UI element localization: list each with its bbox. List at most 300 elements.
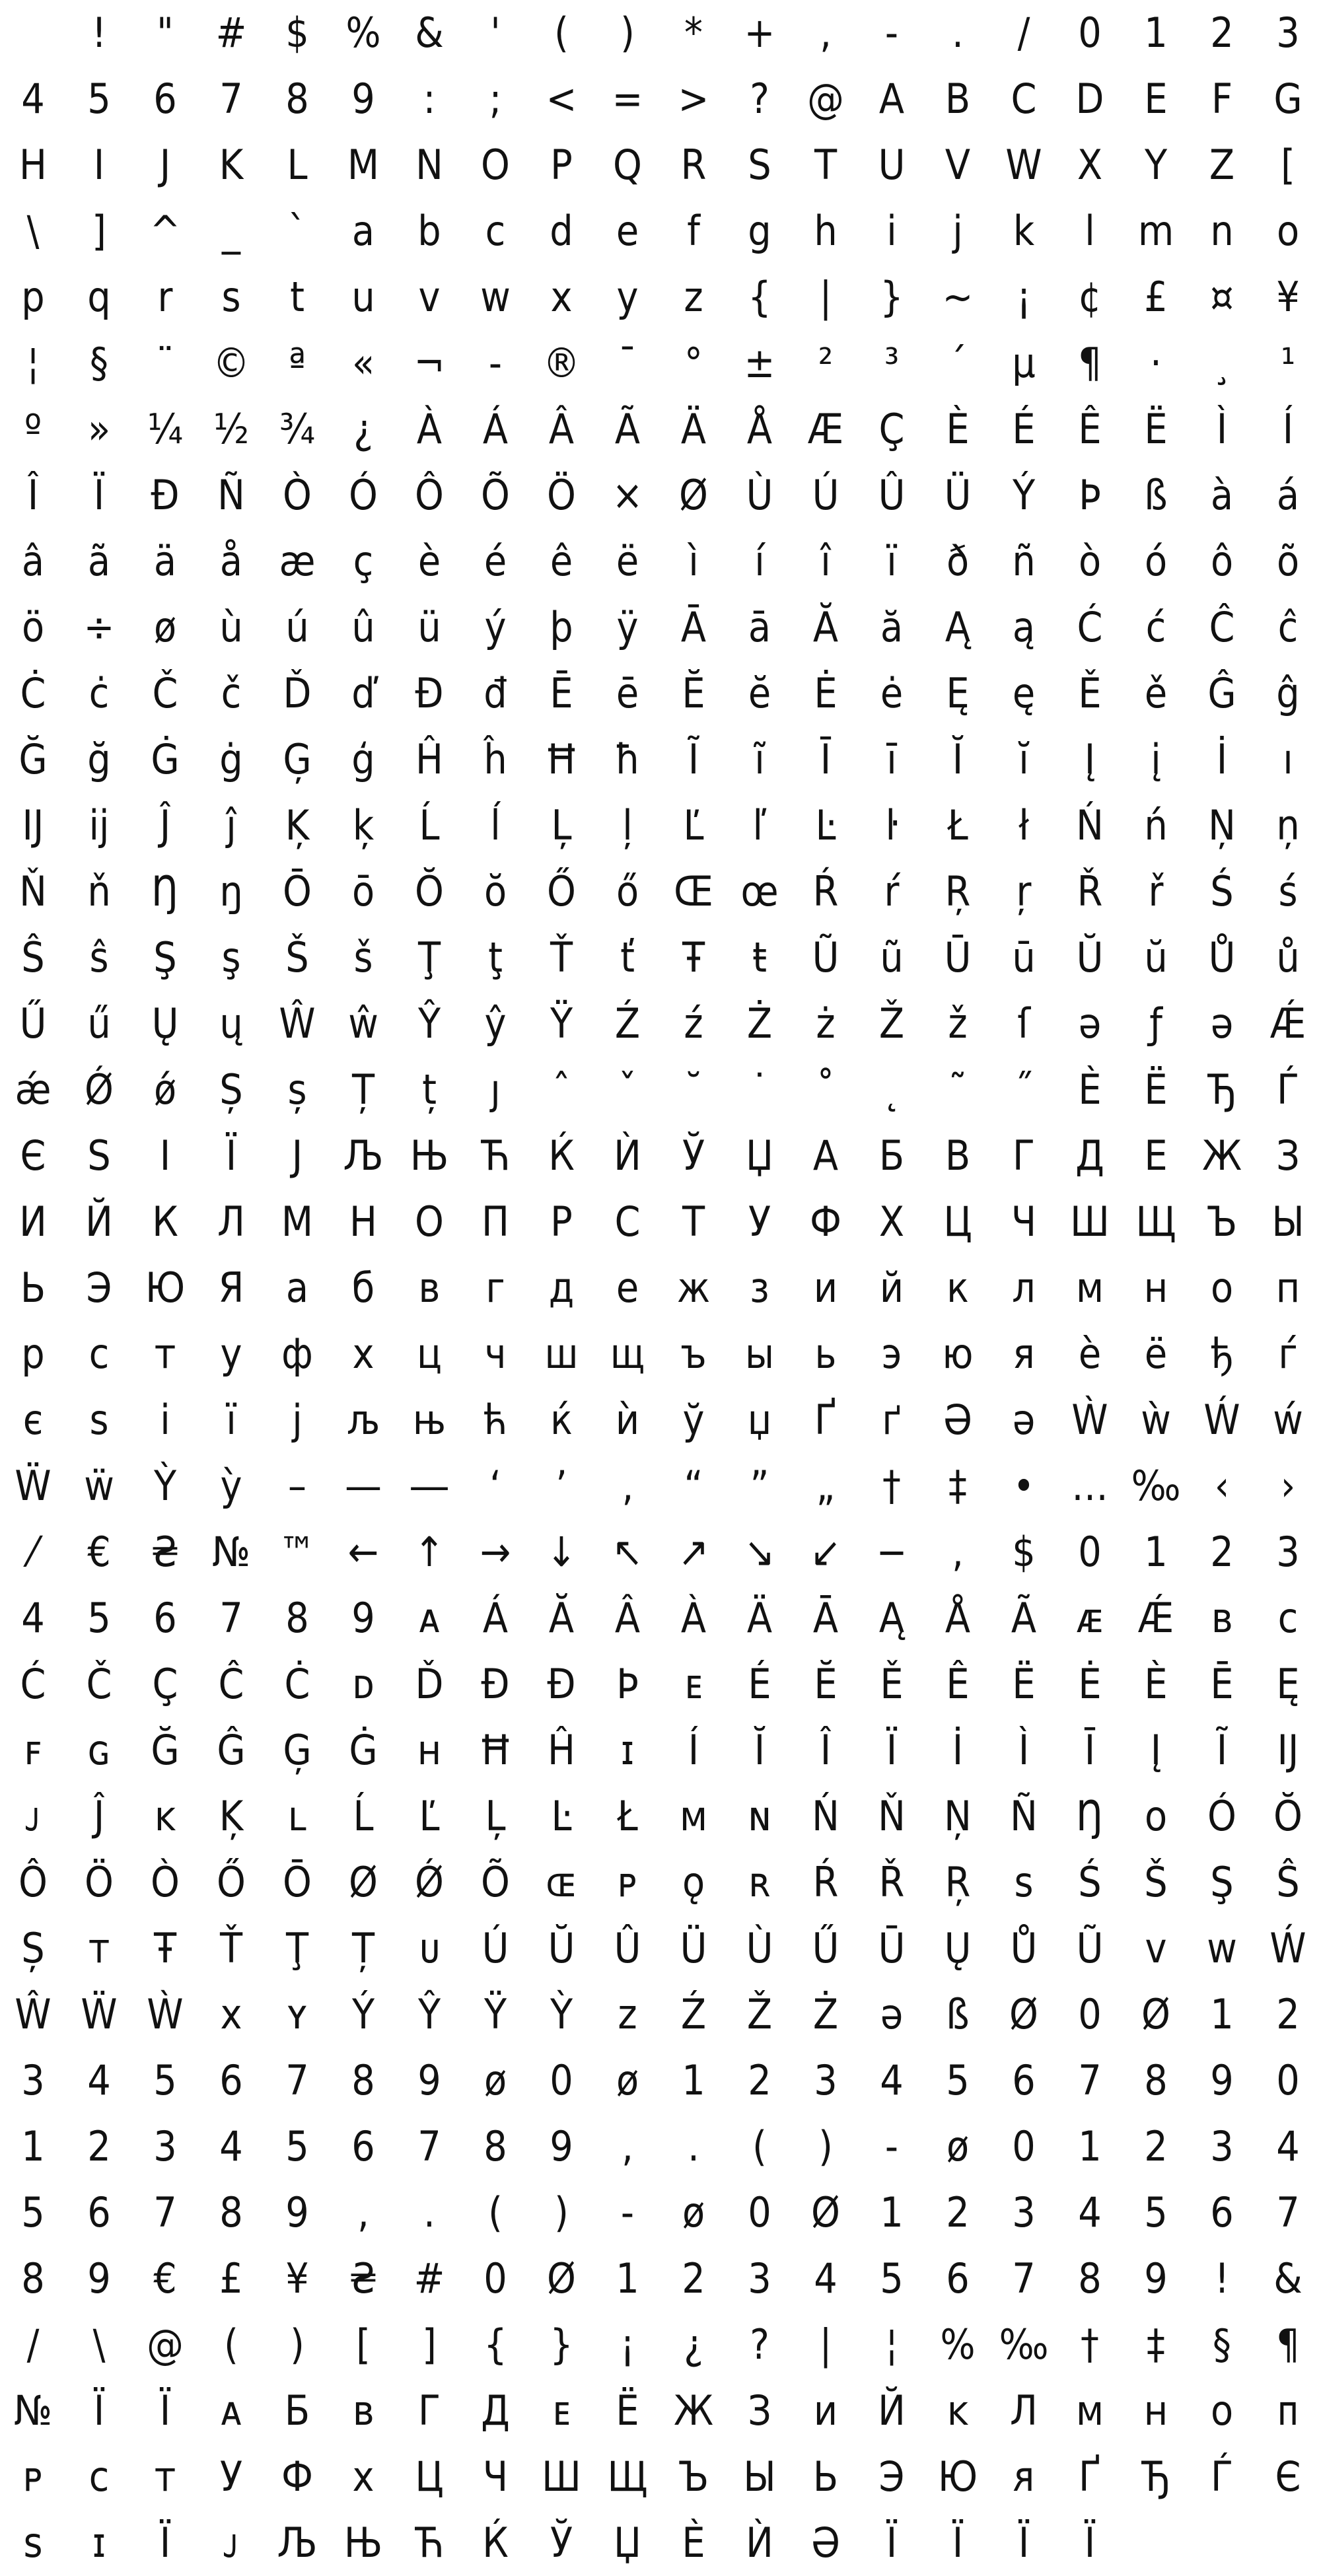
glyph-cell: Д xyxy=(481,2386,510,2435)
glyph-cell: ø xyxy=(946,2122,970,2170)
glyph-cell: ) xyxy=(620,9,635,57)
glyph-cell: Ŋ xyxy=(151,867,179,915)
glyph-cell: ū xyxy=(1012,933,1036,982)
glyph-cell: í xyxy=(754,537,765,585)
glyph-cell: Ų xyxy=(151,999,179,1048)
glyph-cell: _ xyxy=(222,207,240,255)
glyph-cell: 3 xyxy=(748,2254,771,2303)
glyph-cell: Ņ xyxy=(944,1792,972,1840)
glyph-cell: Ù xyxy=(746,471,773,519)
glyph-cell: Ċ xyxy=(284,1660,310,1708)
glyph-cell: т xyxy=(154,1330,176,1378)
glyph-cell: 4 xyxy=(1078,2188,1102,2236)
glyph-cell: Ї xyxy=(225,1131,237,1180)
glyph-cell: Ŵ xyxy=(15,1990,52,2038)
glyph-cell: б xyxy=(351,1264,375,1312)
glyph-cell: Ł xyxy=(947,801,968,849)
glyph-cell: ә xyxy=(1012,1396,1036,1444)
glyph-cell: Ċ xyxy=(20,669,46,717)
glyph-cell: ā xyxy=(748,603,771,651)
glyph-cell: Ń xyxy=(812,1792,839,1840)
glyph-cell: • xyxy=(1013,1462,1035,1510)
glyph-row xyxy=(0,1057,1321,1123)
glyph-cell: ᴄ xyxy=(89,2452,110,2501)
glyph-cell: г xyxy=(485,1264,505,1312)
glyph-cell: Ẅ xyxy=(15,1462,52,1510)
glyph-cell: Ş xyxy=(1210,1858,1234,1906)
glyph-cell: є xyxy=(22,1396,44,1444)
glyph-cell: л xyxy=(1012,1264,1036,1312)
glyph-cell: 0 xyxy=(1276,2056,1300,2104)
glyph-cell: 0 xyxy=(1078,9,1102,57)
glyph-cell: Į xyxy=(1084,735,1096,783)
glyph-cell: Ё xyxy=(616,2386,639,2435)
glyph-cell: İ xyxy=(952,1726,964,1774)
glyph-cell: è xyxy=(417,537,441,585)
glyph-cell: ꜱ xyxy=(1014,1858,1034,1906)
glyph-cell: д xyxy=(548,1264,575,1312)
glyph-cell: Ә xyxy=(943,1396,972,1444)
glyph-cell: p xyxy=(21,273,45,321)
glyph-cell: 6 xyxy=(153,1594,177,1642)
glyph-cell: ᴡ xyxy=(1207,1924,1237,1972)
glyph-cell: Г xyxy=(1012,1131,1036,1180)
glyph-cell: ª xyxy=(288,339,306,387)
glyph-cell: ‡ xyxy=(1147,2320,1165,2369)
glyph-cell: 1 xyxy=(1144,9,1168,57)
glyph-cell: ® xyxy=(543,339,580,387)
glyph-cell: ‡ xyxy=(948,1462,967,1510)
glyph-row xyxy=(0,1189,1321,1255)
glyph-cell: ø xyxy=(682,2188,705,2236)
glyph-cell: 1 xyxy=(21,2122,45,2170)
glyph-cell: Į xyxy=(1150,1726,1162,1774)
glyph-cell: ŵ xyxy=(348,999,378,1048)
glyph-cell: | xyxy=(819,273,832,321)
glyph-cell: C xyxy=(1011,75,1037,123)
glyph-cell: Ђ xyxy=(1207,1065,1236,1114)
glyph-cell: Ĳ xyxy=(1277,1726,1299,1774)
glyph-row xyxy=(0,2048,1321,2114)
glyph-cell: f xyxy=(687,207,700,255)
glyph-cell: ы xyxy=(744,1330,775,1378)
glyph-cell: ѓ xyxy=(1278,1330,1298,1378)
glyph-cell: ‚ xyxy=(622,1462,633,1510)
glyph-cell: с xyxy=(89,1330,110,1378)
glyph-cell: Ī xyxy=(1084,1726,1096,1774)
glyph-cell: ° xyxy=(684,339,703,387)
glyph-cell: x xyxy=(550,273,573,321)
glyph-cell: 9 xyxy=(417,2056,441,2104)
glyph-cell: Ů xyxy=(1010,1924,1038,1972)
glyph-cell: â xyxy=(21,537,45,585)
glyph-cell: G xyxy=(1273,75,1303,123)
glyph-cell: Ē xyxy=(550,669,573,717)
glyph-cell: Ю xyxy=(937,2452,978,2501)
glyph-cell: Ø xyxy=(1009,1990,1038,2038)
glyph-cell: Ǿ xyxy=(85,1065,114,1114)
glyph-cell: Ø xyxy=(349,1858,378,1906)
glyph-cell: 8 xyxy=(285,1594,309,1642)
glyph-cell: Ì xyxy=(1018,1726,1030,1774)
glyph-cell: k xyxy=(1013,207,1035,255)
glyph-cell: ĩ xyxy=(754,735,765,783)
glyph-cell: џ xyxy=(747,1396,772,1444)
glyph-cell: 3 xyxy=(814,2056,838,2104)
glyph-cell: Ľ xyxy=(683,801,704,849)
glyph-cell: Љ xyxy=(343,1131,384,1180)
glyph-cell: ș xyxy=(287,1065,307,1114)
glyph-cell: н xyxy=(1143,1264,1168,1312)
glyph-cell: 3 xyxy=(1276,9,1300,57)
glyph-cell: v xyxy=(418,273,441,321)
glyph-cell: 4 xyxy=(880,2056,904,2104)
glyph-cell: ø xyxy=(483,2056,507,2104)
glyph-cell: Ż xyxy=(812,1990,839,2038)
glyph-cell: € xyxy=(153,2254,177,2303)
glyph-cell: З xyxy=(1276,1131,1300,1180)
glyph-cell: 5 xyxy=(285,2122,309,2170)
glyph-cell: ß xyxy=(946,1990,970,2038)
glyph-cell: о xyxy=(1210,1264,1234,1312)
glyph-cell: - xyxy=(884,2122,899,2170)
glyph-cell: ц xyxy=(417,1330,442,1378)
glyph-cell: й xyxy=(879,1264,904,1312)
glyph-cell: Ð xyxy=(151,471,180,519)
glyph-cell: Ŧ xyxy=(682,933,705,982)
glyph-cell: ¨ xyxy=(156,339,174,387)
glyph-cell: № xyxy=(211,1528,251,1576)
glyph-cell: Ø xyxy=(1141,1990,1170,2038)
glyph-cell: F xyxy=(1211,75,1233,123)
glyph-cell: # xyxy=(215,9,247,57)
glyph-cell: Ě xyxy=(880,1660,904,1708)
glyph-cell: ] xyxy=(92,207,106,255)
glyph-cell: ß xyxy=(1144,471,1168,519)
glyph-row xyxy=(0,2312,1321,2378)
glyph-cell: À xyxy=(416,405,443,453)
glyph-cell: И xyxy=(19,1198,47,1246)
glyph-cell: Ó xyxy=(349,471,378,519)
glyph-cell: Ś xyxy=(1210,867,1234,915)
glyph-cell: ¾ xyxy=(279,405,316,453)
glyph-cell: Ė xyxy=(814,669,838,717)
glyph-cell: Ŷ xyxy=(417,1990,441,2038)
glyph-cell: Ќ xyxy=(482,2519,509,2567)
glyph-cell: 0 xyxy=(1078,1528,1102,1576)
glyph-cell: Ň xyxy=(878,1792,906,1840)
glyph-cell: Ŕ xyxy=(812,867,839,915)
glyph-cell: : xyxy=(423,75,436,123)
glyph-cell: Ĵ xyxy=(93,1792,105,1840)
glyph-cell: Э xyxy=(86,1264,112,1312)
glyph-cell: [ xyxy=(356,2320,371,2369)
glyph-cell: ё xyxy=(1144,1330,1168,1378)
glyph-cell: ī xyxy=(886,735,897,783)
glyph-cell: Ŋ xyxy=(1076,1792,1104,1840)
glyph-cell: ќ xyxy=(550,1396,573,1444)
glyph-cell: ^ xyxy=(149,207,181,255)
glyph-cell: ᴍ xyxy=(1075,2386,1104,2435)
glyph-cell: ` xyxy=(288,207,306,255)
glyph-cell: ( xyxy=(752,2122,767,2170)
glyph-cell: č xyxy=(221,669,242,717)
glyph-cell: Ě xyxy=(1078,669,1102,717)
glyph-cell: 5 xyxy=(87,1594,111,1642)
glyph-cell: Ŵ xyxy=(279,999,316,1048)
glyph-cell: X xyxy=(1077,141,1103,189)
glyph-cell: ↓ xyxy=(546,1528,577,1576)
glyph-cell: N xyxy=(415,141,443,189)
glyph-cell: ᴎ xyxy=(813,2386,838,2435)
glyph-cell: ẁ xyxy=(1141,1396,1171,1444)
glyph-cell: к xyxy=(946,1264,969,1312)
glyph-cell: 5 xyxy=(946,2056,970,2104)
glyph-cell: У xyxy=(220,2452,242,2501)
glyph-cell: Ģ xyxy=(283,735,312,783)
glyph-row xyxy=(0,462,1321,528)
glyph-cell: – xyxy=(288,1462,306,1510)
glyph-cell: · xyxy=(1150,339,1162,387)
glyph-cell: Ö xyxy=(547,471,576,519)
glyph-cell: « xyxy=(351,339,375,387)
glyph-cell: Ş xyxy=(153,933,177,982)
glyph-cell: Њ xyxy=(410,1131,449,1180)
glyph-cell: / xyxy=(26,2320,40,2369)
glyph-cell: ĭ xyxy=(1018,735,1029,783)
glyph-cell: õ xyxy=(1276,537,1300,585)
glyph-cell: Đ xyxy=(481,1660,510,1708)
glyph-cell: Ť xyxy=(550,933,573,982)
glyph-cell: 2 xyxy=(682,2254,705,2303)
glyph-cell: ¤ xyxy=(1210,273,1234,321)
glyph-cell: ĉ xyxy=(1277,603,1299,651)
glyph-cell: > xyxy=(678,75,709,123)
glyph-cell: Ĵ xyxy=(159,801,171,849)
glyph-cell: ŭ xyxy=(1144,933,1168,982)
glyph-cell: Ę xyxy=(1276,1660,1300,1708)
glyph-cell: ↑ xyxy=(413,1528,445,1576)
glyph-cell: Û xyxy=(614,1924,641,1972)
glyph-cell: ж xyxy=(676,1264,711,1312)
glyph-cell: А xyxy=(812,1131,839,1180)
glyph-cell: { xyxy=(483,2320,507,2369)
glyph-cell: % xyxy=(345,9,381,57)
glyph-cell: & xyxy=(415,9,444,57)
glyph-cell: Ё xyxy=(1144,1065,1168,1114)
glyph-cell: Z xyxy=(1209,141,1235,189)
glyph-cell: À xyxy=(680,1594,707,1642)
glyph-cell: \ xyxy=(92,2320,106,2369)
glyph-cell: р xyxy=(21,1330,45,1378)
glyph-cell: Ñ xyxy=(217,471,245,519)
glyph-cell: Å xyxy=(746,405,773,453)
glyph-row xyxy=(0,727,1321,793)
glyph-cell: њ xyxy=(412,1396,446,1444)
glyph-cell: ẃ xyxy=(1273,1396,1303,1444)
glyph-cell: 7 xyxy=(1012,2254,1036,2303)
glyph-row xyxy=(0,1387,1321,1453)
glyph-cell: ĕ xyxy=(748,669,771,717)
glyph-cell: L xyxy=(287,141,308,189)
glyph-cell: @ xyxy=(807,75,844,123)
glyph-cell: Ć xyxy=(20,1660,46,1708)
glyph-cell: Ô xyxy=(415,471,444,519)
glyph-row xyxy=(0,991,1321,1057)
glyph-cell: Ә xyxy=(811,2519,840,2567)
glyph-cell: Ѐ xyxy=(1078,1065,1102,1114)
glyph-cell: Ń xyxy=(1076,801,1104,849)
glyph-cell: ↖ xyxy=(612,1528,643,1576)
glyph-cell: щ xyxy=(610,1330,645,1378)
glyph-cell: ů xyxy=(1276,933,1300,982)
glyph-cell: © xyxy=(213,339,250,387)
glyph-cell: Ĭ xyxy=(952,735,964,783)
glyph-cell: ¿ xyxy=(353,405,373,453)
glyph-cell: 9 xyxy=(87,2254,111,2303)
glyph-cell: Ŗ xyxy=(945,867,971,915)
glyph-cell: Ï xyxy=(93,471,105,519)
glyph-cell: Ō xyxy=(283,1858,312,1906)
glyph-cell: Ỳ xyxy=(550,1990,573,2038)
glyph-cell: 1 xyxy=(682,2056,705,2104)
glyph-cell: ´ xyxy=(948,339,967,387)
glyph-cell: ³ xyxy=(884,339,900,387)
glyph-cell: Ї xyxy=(159,2386,171,2435)
glyph-cell: # xyxy=(413,2254,445,2303)
glyph-cell: ğ xyxy=(87,735,111,783)
glyph-cell: ʜ xyxy=(417,1726,442,1774)
glyph-cell: ʏ xyxy=(285,1990,309,2038)
glyph-cell: ᴇ xyxy=(684,1660,703,1708)
glyph-cell: ŗ xyxy=(1016,867,1032,915)
glyph-cell: Ї xyxy=(952,2519,964,2567)
glyph-cell: х xyxy=(352,1330,375,1378)
glyph-cell: … xyxy=(1071,1462,1108,1510)
glyph-cell: £ xyxy=(219,2254,243,2303)
glyph-cell: 2 xyxy=(1276,1990,1300,2038)
glyph-cell: 6 xyxy=(87,2188,111,2236)
glyph-row xyxy=(0,132,1321,198)
glyph-cell: ъ xyxy=(680,1330,707,1378)
glyph-cell: 2 xyxy=(1210,1528,1234,1576)
glyph-cell: Ù xyxy=(746,1924,773,1972)
glyph-cell: ˝ xyxy=(1015,1065,1033,1114)
glyph-cell: ( xyxy=(554,9,569,57)
glyph-cell: Ì xyxy=(1216,405,1228,453)
glyph-cell: ѝ xyxy=(615,1396,640,1444)
glyph-cell: ê xyxy=(550,537,573,585)
glyph-cell: ĵ xyxy=(226,801,236,849)
glyph-cell: Ê xyxy=(946,1660,970,1708)
glyph-cell: × xyxy=(612,471,643,519)
glyph-cell: ‹ xyxy=(1214,1462,1230,1510)
glyph-cell: “ xyxy=(684,1462,703,1510)
glyph-cell: Ѕ xyxy=(87,1131,111,1180)
glyph-cell: Ѐ xyxy=(682,2519,705,2567)
glyph-cell: 0 xyxy=(483,2254,507,2303)
glyph-cell: Ђ xyxy=(1141,2452,1170,2501)
glyph-cell: K xyxy=(219,141,244,189)
glyph-cell xyxy=(0,0,66,66)
glyph-cell: ↘ xyxy=(744,1528,775,1576)
glyph-cell: ì xyxy=(688,537,699,585)
glyph-cell: ! xyxy=(91,9,107,57)
glyph-cell: Т xyxy=(682,1198,705,1246)
glyph-cell: Ć xyxy=(1077,603,1103,651)
glyph-cell: Õ xyxy=(481,1858,510,1906)
glyph-cell: ʙ xyxy=(1211,1594,1233,1642)
glyph-cell: Ž xyxy=(878,999,905,1048)
glyph-cell: 8 xyxy=(219,2188,243,2236)
glyph-cell: ï xyxy=(886,537,897,585)
glyph-cell: ă xyxy=(880,603,904,651)
glyph-cell: ŝ xyxy=(89,933,109,982)
glyph-cell: ɶ xyxy=(546,1858,577,1906)
glyph-cell: ¦ xyxy=(885,2320,898,2369)
glyph-cell: ġ xyxy=(219,735,243,783)
glyph-cell: Ь xyxy=(20,1264,46,1312)
glyph-cell: Ф xyxy=(281,2452,313,2501)
glyph-cell: . xyxy=(952,9,964,57)
glyph-cell: ¥ xyxy=(285,2254,309,2303)
glyph-cell: - xyxy=(884,9,899,57)
glyph-cell: ᴅ xyxy=(352,1660,375,1708)
glyph-cell: у xyxy=(220,1330,242,1378)
glyph-cell: 1 xyxy=(1078,2122,1102,2170)
glyph-cell: 6 xyxy=(1012,2056,1036,2104)
glyph-cell: Ї xyxy=(1084,2519,1096,2567)
glyph-cell: Ã xyxy=(1011,1594,1037,1642)
glyph-cell: Ǿ xyxy=(415,1858,444,1906)
glyph-cell: + xyxy=(744,9,775,57)
glyph-cell: x xyxy=(220,1990,242,2038)
glyph-cell: ’ xyxy=(555,1462,567,1510)
glyph-cell: Đ xyxy=(415,669,444,717)
glyph-cell: 3 xyxy=(1012,2188,1036,2236)
glyph-cell: t xyxy=(290,273,304,321)
glyph-cell: ù xyxy=(219,603,243,651)
glyph-cell: þ xyxy=(550,603,573,651)
glyph-cell: Ô xyxy=(18,1858,48,1906)
glyph-row xyxy=(0,396,1321,462)
glyph-cell: Ǽ xyxy=(1269,999,1306,1048)
glyph-cell: Ö xyxy=(85,1858,114,1906)
glyph-cell: І xyxy=(159,1131,171,1180)
glyph-cell: ᴢ xyxy=(618,1990,637,2038)
glyph-cell: ɴ xyxy=(748,1792,771,1840)
glyph-cell: ± xyxy=(744,339,775,387)
glyph-cell: ã xyxy=(87,537,111,585)
glyph-cell: ą xyxy=(1012,603,1036,651)
glyph-cell: 7 xyxy=(219,75,243,123)
glyph-cell: 8 xyxy=(21,2254,45,2303)
glyph-cell: ˛ xyxy=(882,1065,901,1114)
glyph-cell: Ź xyxy=(614,999,641,1048)
glyph-cell: ő xyxy=(616,867,639,915)
glyph-cell: ĝ xyxy=(1276,669,1300,717)
glyph-cell: l xyxy=(1085,207,1095,255)
glyph-cell: † xyxy=(1081,2320,1099,2369)
glyph-cell: ň xyxy=(87,867,111,915)
glyph-cell: Ÿ xyxy=(550,999,573,1048)
glyph-cell: 6 xyxy=(351,2122,375,2170)
glyph-cell: Ġ xyxy=(349,1726,378,1774)
glyph-cell: . xyxy=(688,2122,699,2170)
glyph-cell: Ŧ xyxy=(153,1924,177,1972)
glyph-cell: Ѓ xyxy=(1276,1065,1300,1114)
glyph-cell: Ø xyxy=(811,2188,840,2236)
